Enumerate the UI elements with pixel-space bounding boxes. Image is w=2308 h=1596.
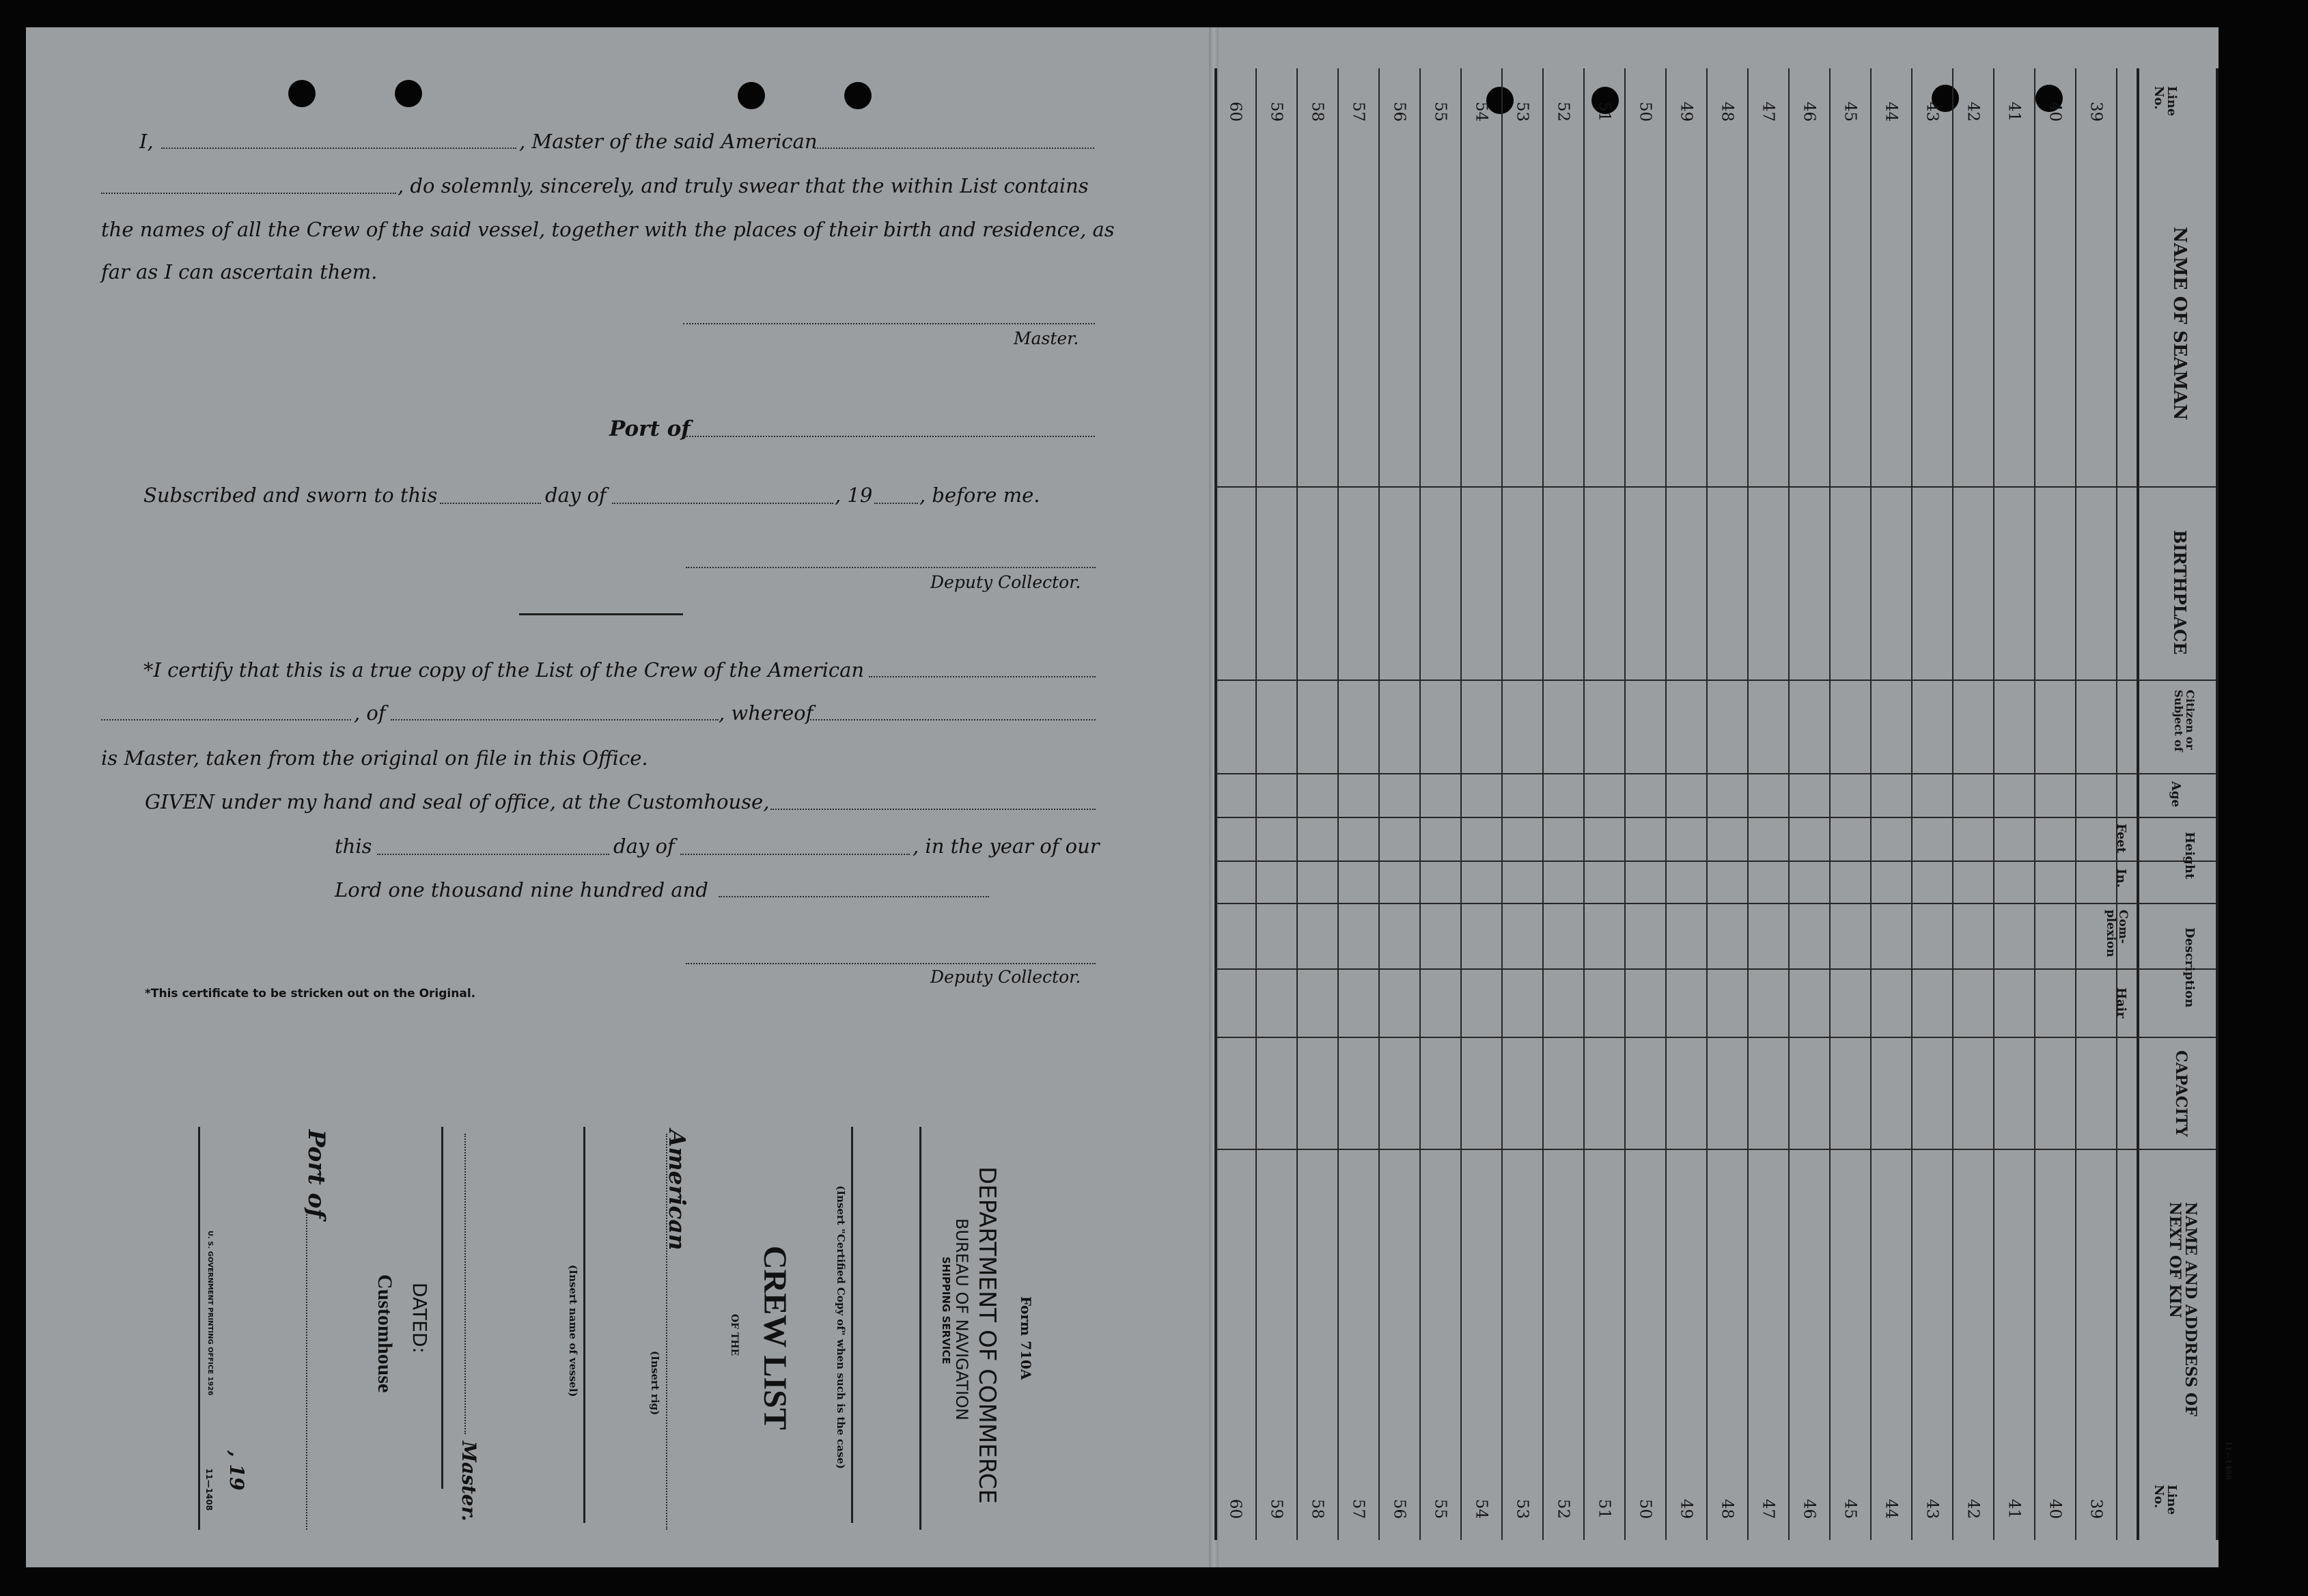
line-number-top: 50 [1636,101,1654,122]
cover-form-number: Form 710A [1018,1296,1034,1380]
line-number-top: 51 [1595,101,1613,122]
grid-rule [1788,68,1790,1540]
cover-port-of: Port of [303,1130,330,1219]
cover-dated: DATED: [408,1283,431,1354]
cover-rule [851,1127,853,1523]
port-of-label: Port of [609,417,691,441]
line-number-top: 48 [1718,101,1736,122]
line-number-bottom: 43 [1923,1498,1941,1520]
cover-rule [441,1127,443,1489]
line-number-bottom: 60 [1226,1498,1245,1520]
grid-rule [1583,68,1585,1540]
certify-master-field[interactable] [810,719,1096,720]
grid-rule [1419,68,1421,1540]
cover-form-code: 11—1408 [204,1468,214,1511]
oath-line4: far as I can ascertain them. [101,260,378,283]
subscribed-suffix: , before me. [919,484,1040,507]
punch-hole [288,80,316,107]
certify-line4: GIVEN under my hand and seal of office, at the Customhouse, [145,790,770,813]
certificate-footnote: *This certificate to be stricken out on the Original. [145,987,476,1000]
field-rule [1214,773,2216,774]
line-number-bottom: 48 [1718,1498,1736,1520]
line-number-top: 46 [1800,101,1818,122]
line-number-top: 60 [1226,101,1245,122]
field-rule [1214,680,2216,681]
line-number-top: 40 [2046,101,2064,122]
subscribed-day-label: day of [545,484,607,507]
separator-line [519,613,683,615]
crew-list-grid [1214,68,2233,1540]
cover-insert-name: (Insert name of vessel) [567,1265,579,1397]
line-number-top: 44 [1882,101,1900,122]
header-height: Height [2182,832,2197,880]
grid-rule [1993,68,1994,1540]
grid-rule [1829,68,1831,1540]
header-citizen: Citizen or Subject of [2172,690,2197,752]
line-number-bottom: 45 [1841,1498,1859,1520]
header-hair: Hair [2114,988,2128,1018]
certify-line1: *I certify that this is a true copy of the List of the Crew of the American [143,658,865,682]
line-number-bottom: 47 [1759,1498,1777,1520]
cover-crew-list: CREW LIST [757,1246,793,1430]
grid-rule [1501,68,1503,1540]
vessel-name-field[interactable] [101,193,396,194]
line-number-bottom: 39 [2087,1498,2105,1520]
cover-service: SHIPPING SERVICE [940,1257,952,1364]
master-label: Master. [1014,328,1079,348]
header-birthplace: BIRTHPLACE [2170,530,2190,655]
line-number-bottom: 59 [1267,1498,1285,1520]
field-rule [1214,1149,2216,1150]
line-number-bottom: 58 [1308,1498,1326,1520]
line-number-bottom: 49 [1677,1498,1695,1520]
oath-line1-prefix: I, [139,130,154,153]
grid-rule [2137,68,2139,1540]
header-complexion: Com- plexion [2104,910,2130,957]
grid-rule [1337,68,1339,1540]
line-number-top: 42 [1964,101,1982,122]
certify-year-label: , in the year of our [913,835,1100,858]
grid-rule [1214,68,1217,1540]
field-rule [1214,817,2216,818]
line-number-top: 55 [1431,101,1449,122]
cover-master-field[interactable] [464,1134,466,1434]
header-next-of-kin: NAME AND ADDRESS OF NEXT OF KIN [2165,1202,2199,1416]
customhouse-field[interactable] [770,809,1096,810]
subscribed-day-field[interactable] [440,503,541,504]
certify-line3: is Master, taken from the original on file in this Office. [101,746,648,770]
field-rule [1214,1037,2216,1038]
cover-rule [919,1127,921,1530]
field-rule [1214,968,2216,970]
line-number-top: 45 [1841,101,1859,122]
grid-rule [2116,68,2117,1540]
field-rule [1214,860,2216,862]
punch-hole [738,82,765,109]
cover-rule [583,1127,585,1523]
grid-rule [1460,68,1462,1540]
line-number-top: 58 [1308,101,1326,122]
grid-rule [1747,68,1749,1540]
line-number-top: 57 [1349,101,1367,122]
cover-bureau: BUREAU OF NAVIGATION [952,1218,971,1420]
grid-rule [1624,68,1626,1540]
line-number-top: 54 [1472,101,1490,122]
line-number-bottom: 54 [1472,1498,1490,1520]
cover-printing-office: U. S. GOVERNMENT PRINTING OFFICE 1926 [206,1231,214,1396]
cover-insert-certified: (Insert "Certified Copy of" when such is the case) [835,1186,847,1469]
line-number-top: 47 [1759,101,1777,122]
grid-form-code: 11—1408 [2224,1441,2233,1480]
certify-deputy-field[interactable] [686,963,1096,964]
punch-hole [395,80,422,107]
certify-vessel-field[interactable] [869,676,1096,677]
deputy-signature-field[interactable] [686,567,1096,568]
deputy-collector-label: Deputy Collector. [930,572,1081,592]
certify-line6: Lord one thousand nine hundred and [335,878,708,901]
field-rule [1214,486,2216,488]
subscribed-year-label: , 19 [835,484,873,507]
line-number-top: 49 [1677,101,1695,122]
line-number-bottom: 53 [1513,1498,1531,1520]
cover-port-field[interactable] [306,1209,307,1530]
grid-rule [1296,68,1298,1540]
punch-hole [844,82,872,109]
header-feet: Feet [2114,824,2128,854]
oath-line1-mid: , Master of the said American [519,130,818,153]
grid-rule [1665,68,1667,1540]
grid-rule [1911,68,1913,1540]
line-number-bottom: 50 [1636,1498,1654,1520]
line-number-bottom: 41 [2005,1498,2023,1520]
line-number-bottom: 57 [1349,1498,1367,1520]
line-number-bottom: 42 [1964,1498,1982,1520]
header-in: In. [2114,869,2128,888]
field-rule [2116,860,2141,862]
certify-this-label: this [335,835,372,858]
certify-port-field[interactable] [391,719,719,720]
cover-customhouse: Customhouse [374,1274,396,1393]
grid-rule [2034,68,2035,1540]
grid-rule [1542,68,1544,1540]
grid-rule [1870,68,1872,1540]
cover-of-the: OF THE [729,1314,740,1356]
header-capacity: CAPACITY [2172,1050,2190,1137]
line-number-top: 52 [1554,101,1572,122]
certify-whereof-label: , whereof [719,701,814,725]
vessel-field[interactable] [814,148,1094,149]
certify-of-label: , of [354,701,386,725]
certify-deputy-label: Deputy Collector. [930,967,1081,987]
field-rule [1214,903,2216,904]
grid-rule [1706,68,1708,1540]
cover-department: DEPARTMENT OF COMMERCE [973,1166,1001,1504]
line-number-bottom: 52 [1554,1498,1572,1520]
line-number-top: 56 [1390,101,1408,122]
port-field[interactable] [683,436,1095,437]
oath-line2: , do solemnly, sincerely, and truly swear that the within List contains [398,174,1089,197]
cover-insert-rig: (Insert rig) [649,1351,661,1416]
line-number-bottom: 46 [1800,1498,1818,1520]
line-number-top: 39 [2087,101,2105,122]
subscribed-year-field[interactable] [874,503,918,504]
oath-line3: the names of all the Crew of the said vessel, together with the places of their birth and residence, as [101,218,1115,241]
cover-year: , 19 [225,1451,248,1491]
grid-rule [1378,68,1380,1540]
line-number-bottom: 51 [1595,1498,1613,1520]
header-line-no-bottom: Line No. [2152,1485,2179,1515]
certify-day-field[interactable] [377,854,609,855]
line-number-bottom: 55 [1431,1498,1449,1520]
line-number-top: 59 [1267,101,1285,122]
header-description: Description [2182,927,2197,1008]
grid-rule [1952,68,1954,1540]
line-number-top: 41 [2005,101,2023,122]
line-number-bottom: 40 [2046,1498,2064,1520]
certify-year-field[interactable] [719,896,989,897]
header-line-no-top: Line No. [2152,86,2179,117]
line-number-top: 43 [1923,101,1941,122]
grid-rule [1255,68,1257,1540]
line-number-bottom: 44 [1882,1498,1900,1520]
grid-rule [2216,68,2219,1540]
cover-master: Master. [458,1441,480,1522]
line-number-top: 53 [1513,101,1531,122]
cover-american: American [664,1130,691,1250]
master-name-field[interactable] [161,148,516,149]
master-signature-field[interactable] [683,323,1095,324]
cover-rule [198,1127,200,1530]
certify-month-field[interactable] [680,854,910,855]
header-age: Age [2169,781,2183,808]
grid-rule [2075,68,2076,1540]
subscribed-prefix: Subscribed and sworn to this [143,484,438,507]
line-number-bottom: 56 [1390,1498,1408,1520]
certify-day-label: day of [613,835,675,858]
subscribed-month-field[interactable] [612,503,833,504]
header-name-of-seaman: NAME OF SEAMAN [2169,227,2190,421]
certify-rig-field[interactable] [101,719,351,720]
